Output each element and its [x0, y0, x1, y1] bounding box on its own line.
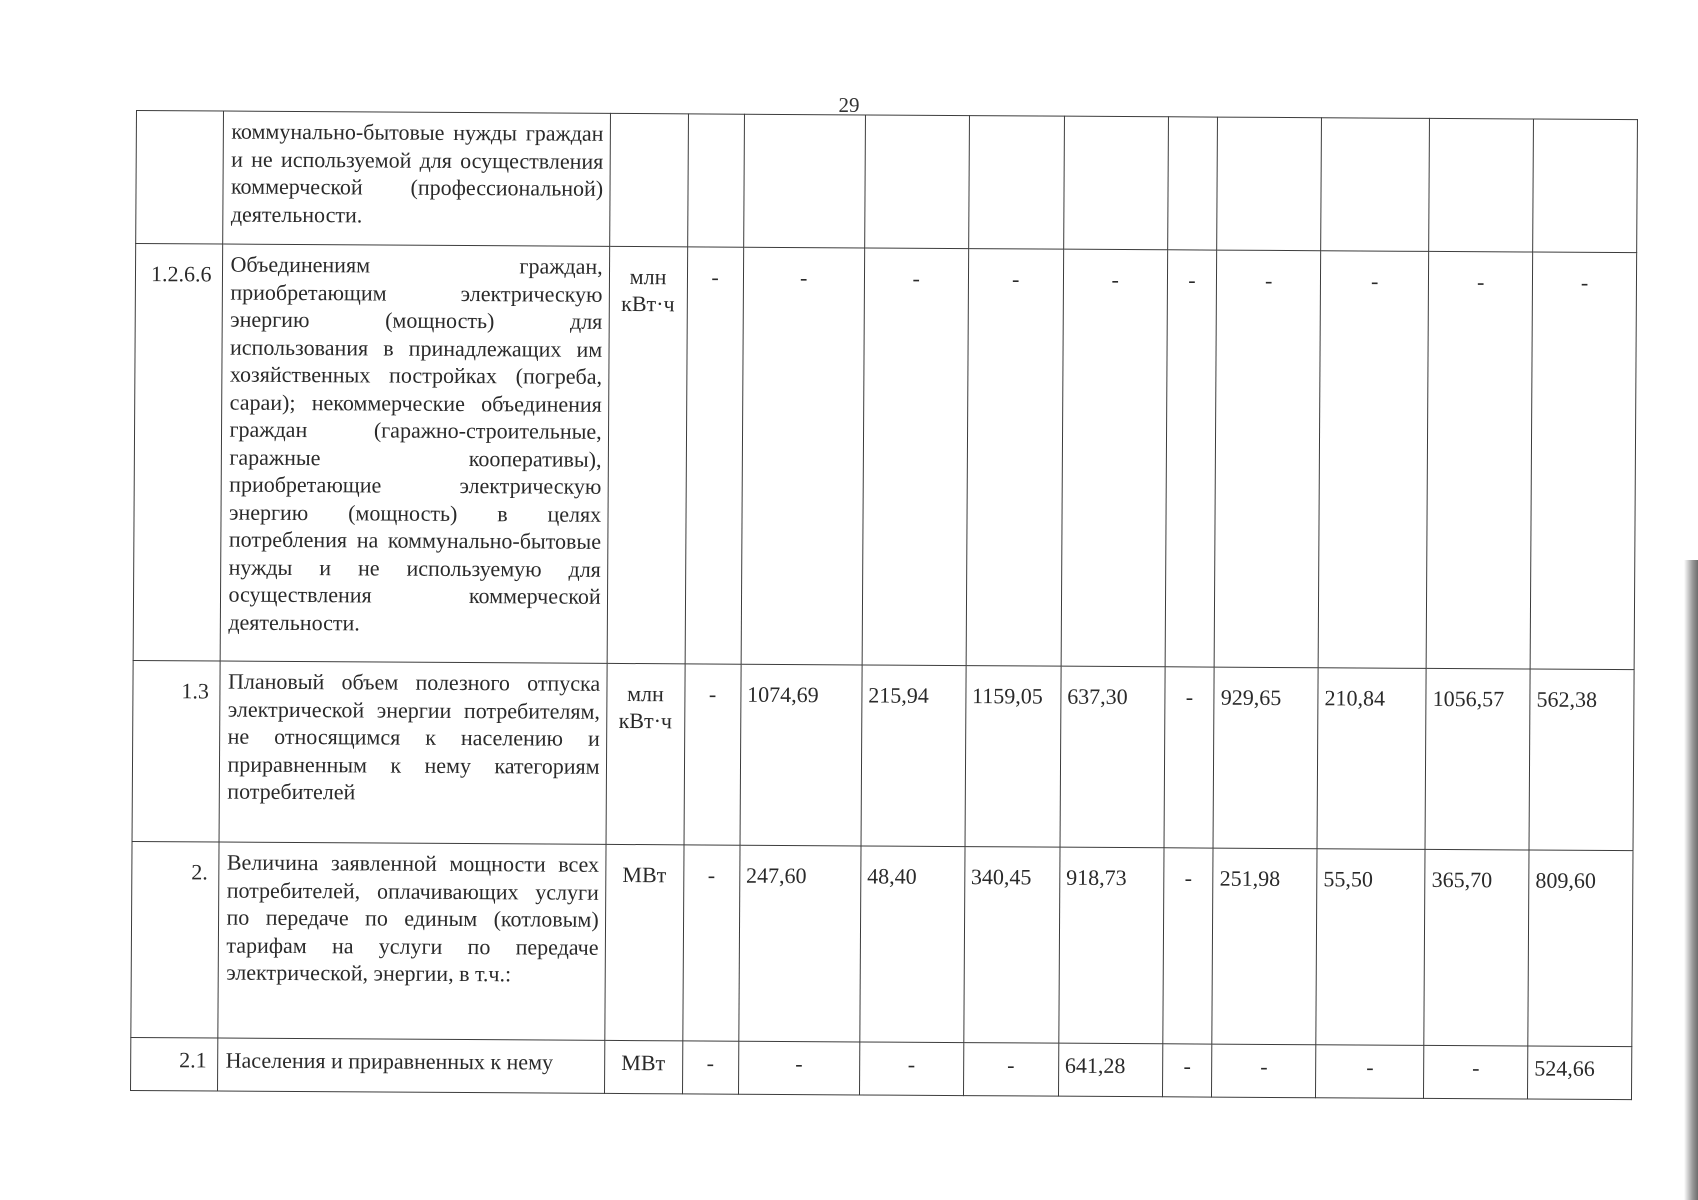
row-description-cell: Плановый объем полезного отпуска электрической энергии потребителям, не относящимся к населению и приравненным к нему категориям потребителей [219, 661, 607, 844]
row-value-cell-3 [864, 115, 969, 249]
row-unit-cell: млн кВт·ч [606, 663, 685, 844]
row-unit-cell: МВт [604, 1040, 682, 1093]
page-number: 29 [838, 93, 860, 117]
row-value-cell-8: - [1318, 251, 1429, 669]
row-description-cell: Объединениям граждан, приобретающим электрическую энергию (мощность) для использования в принадлежащих им хозяйственных постройках (погреба, сараи); некоммерческие объединения граждан (гаражно-строительные, гаражные кооперативы), приобретающие электрическую энергию (мощность) в целях потребления на коммунально-бытовые нужды и не используемую для осуществления коммерческой деятельности. [220, 244, 610, 663]
row-value-cell-7: - [1214, 250, 1320, 668]
row-id-cell: 1.3 [132, 660, 220, 842]
row-id-cell: 1.2.6.6 [133, 244, 222, 662]
row-value-cell-10: 562,38 [1529, 669, 1634, 851]
row-value-cell-1: - [684, 664, 741, 845]
row-value-cell-6: - [1162, 848, 1213, 1044]
row-value-cell-10: - [1530, 252, 1636, 670]
row-value-cell-7: 251,98 [1212, 848, 1317, 1045]
row-value-cell-6 [1167, 117, 1218, 250]
row-description-cell: коммунально-бытовые нужды граждан и не используемой для осуществления коммерческой (профессиональной) деятельности. [222, 111, 610, 246]
data-table-wrapper [130, 110, 1638, 1100]
row-value-cell-10 [1533, 119, 1638, 253]
row-value-cell-9: - [1426, 251, 1532, 669]
row-value-cell-7 [1217, 117, 1322, 251]
row-value-cell-8 [1321, 118, 1430, 252]
row-value-cell-5: - [1061, 249, 1167, 667]
row-value-cell-4: 1159,05 [965, 666, 1061, 848]
row-value-cell-1: - [682, 1041, 739, 1094]
row-value-cell-6: - [1164, 667, 1215, 848]
row-unit-cell [609, 113, 688, 246]
scan-edge-shadow [1684, 560, 1698, 1200]
row-value-cell-2 [743, 114, 865, 248]
row-value-cell-3: 48,40 [860, 846, 965, 1043]
table-row [131, 1037, 1632, 1099]
row-value-cell-8: 55,50 [1316, 849, 1425, 1046]
row-value-cell-5: 918,73 [1059, 847, 1164, 1044]
row-value-cell-4: - [966, 249, 1064, 667]
row-value-cell-2: - [741, 247, 865, 665]
row-value-cell-2: - [738, 1041, 859, 1095]
row-value-cell-10: 524,66 [1528, 1046, 1632, 1100]
row-value-cell-10: 809,60 [1528, 850, 1633, 1047]
row-value-cell-2: 247,60 [739, 845, 861, 1042]
row-value-cell-5: 637,30 [1060, 666, 1165, 848]
row-value-cell-3: - [862, 248, 968, 666]
row-value-cell-9: - [1424, 1045, 1528, 1099]
row-unit-cell: млн кВт·ч [607, 246, 687, 663]
row-value-cell-7: - [1212, 1044, 1316, 1098]
row-value-cell-4: - [963, 1043, 1058, 1097]
table-row [136, 111, 1638, 253]
row-value-cell-6: - [1162, 1044, 1212, 1097]
row-value-cell-9: 365,70 [1424, 849, 1529, 1046]
row-id-cell: 2.1 [131, 1037, 218, 1091]
row-value-cell-9: 1056,57 [1425, 668, 1530, 850]
row-value-cell-3: - [859, 1042, 963, 1096]
row-value-cell-4: 340,45 [963, 847, 1059, 1044]
table-row [131, 841, 1633, 1046]
row-value-cell-8: 210,84 [1317, 668, 1426, 850]
table-row [132, 660, 1634, 850]
row-value-cell-8: - [1316, 1045, 1424, 1099]
row-id-cell [136, 111, 223, 245]
row-description-cell: Населения и приравненных к нему [217, 1038, 604, 1093]
row-unit-cell: МВт [604, 844, 683, 1040]
row-description-cell: Величина заявленной мощности всех потребителей, оплачивающих услуги по передаче по единым (котловым) тарифам на услуги по передаче электрической, энергии, в т.ч.: [217, 842, 605, 1040]
row-value-cell-6: - [1165, 250, 1217, 667]
row-id-cell: 2. [131, 841, 219, 1038]
row-value-cell-9 [1429, 118, 1534, 252]
table-row [133, 244, 1637, 670]
row-value-cell-5 [1063, 116, 1168, 250]
tariff-table [130, 110, 1638, 1100]
row-value-cell-2: 1074,69 [740, 664, 862, 846]
row-value-cell-7: 929,65 [1213, 667, 1318, 849]
row-value-cell-1 [687, 114, 744, 247]
row-value-cell-5: 641,28 [1058, 1043, 1162, 1097]
row-value-cell-4 [968, 116, 1064, 250]
table-body [131, 111, 1638, 1100]
row-value-cell-3: 215,94 [861, 665, 966, 847]
row-value-cell-1: - [685, 247, 744, 664]
row-value-cell-1: - [682, 845, 739, 1041]
